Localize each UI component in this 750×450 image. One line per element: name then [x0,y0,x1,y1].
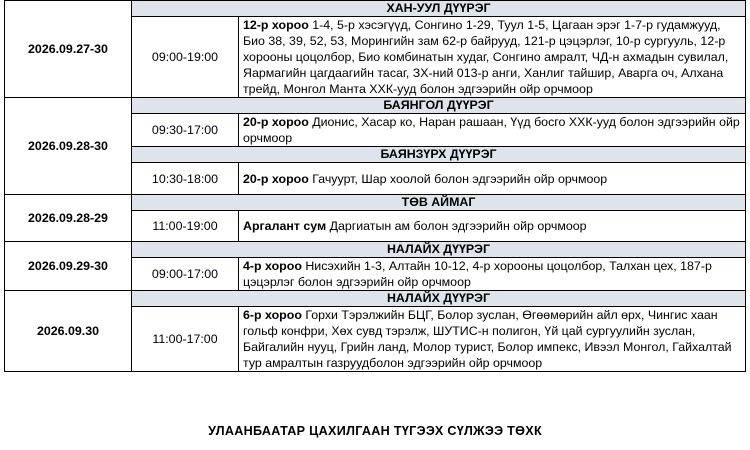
district-header-row [5,291,746,307]
location-details: Гачуурт, Шар хоолой болон эдгээрийн ойр орчмоор [308,171,608,186]
location-unit: 6-р хороо [243,308,302,322]
date-cell: 2026.09.28-30 [5,98,132,195]
district-header-row [5,242,746,258]
location-details: Даргиатын ам болон эдгээрийн ойр орчмоор [326,219,587,233]
district-name: БАЯНГОЛ ДҮҮРЭГ [132,98,746,114]
district-name: ХАН-УУЛ ДҮҮРЭГ [132,1,746,17]
date-cell: 2026.09.29-30 [5,242,132,291]
location-cell [239,307,746,372]
time-cell: 09:30-17:00 [132,114,239,147]
time-cell: 11:00-17:00 [132,307,239,372]
district-name: НАЛАЙХ ДҮҮРЭГ [132,242,746,258]
district-header-row [5,98,746,114]
location-details: Горхи Тэрэлжийн БЦГ, Болор зуслан, Өгөөмөрийн айл өрх, Чингис хаан гольф конфри, Хөх сувд тэрэлж, ШУТИС-н полигон, Үй цай сургуулийн зуслан, Байгалийн нууц, Грийн ланд, Молор турист, Болор импекс, Ивээл Монгол, Гайхалтай тур амралтын газруудболон эдгээрийн ойр орчмоор [243,308,732,370]
location-details: Дионис, Хасар ко, Наран рашаан, Үүд босго ХХК-ууд болон эдгээрийн ойр орчмоор [243,115,740,145]
date-cell: 2026.09.27-30 [5,1,132,98]
date-cell: 2026.09.30 [5,291,132,372]
location-cell [239,211,746,242]
district-header-row [5,195,746,211]
district-name: БАЯНЗҮРХ ДҮҮРЭГ [132,147,746,163]
district-name: ТӨВ АЙМАГ [132,195,746,211]
location-unit: Аргалант сум [243,219,327,233]
company-name-heading: УЛААНБААТАР ЦАХИЛГААН ТҮГЭЭХ СҮЛЖЭЭ ТӨХК [208,424,542,438]
location-cell [239,114,746,147]
district-name: НАЛАЙХ ДҮҮРЭГ [132,291,746,307]
time-cell: 10:30-18:00 [132,163,239,195]
location-cell [239,258,746,291]
location-details: Нисэхийн 1-3, Алтайн 10-12, 4-р хорооны цоцолбор, Талхан цех, 187-р цэцэрлэг болон эдгээрийн ойр орчмоор [243,259,712,289]
time-cell: 09:00-17:00 [132,258,239,291]
location-unit: 20-р хороо [243,171,309,186]
location-unit: 4-р хороо [243,259,302,273]
location-cell [239,163,746,195]
location-cell [239,17,746,98]
district-header-row [5,1,746,17]
time-cell: 09:00-19:00 [132,17,239,98]
location-details: 1-4, 5-р хэсэгүүд, Сонгино 1-29, Туул 1-5, Цагаан эрэг 1-7-р гудамжууд, Био 38, 39, 52, 53, Морингийн зам 62-р байрууд, 121-р цэцэрлэг, 10-р сургууль, 12-р хорооны цоцолбор, Био комбинатын худаг, Сонгино амралт, ЧД-н ахмадын сувилал, Яармагийн цагдаагийн тасаг, ЗХ-ний 013-р анги, Ханлиг тайшир, Аварга оч, Алхана трейд, Монгол Манта ХХК-ууд болон эдгээрийн ойр орчмоор [243,18,729,96]
time-cell: 11:00-19:00 [132,211,239,242]
location-unit: 12-р хороо [243,18,309,32]
location-unit: 20-р хороо [243,115,309,129]
date-cell: 2026.09.28-29 [5,195,132,242]
outage-schedule-table [4,0,746,372]
